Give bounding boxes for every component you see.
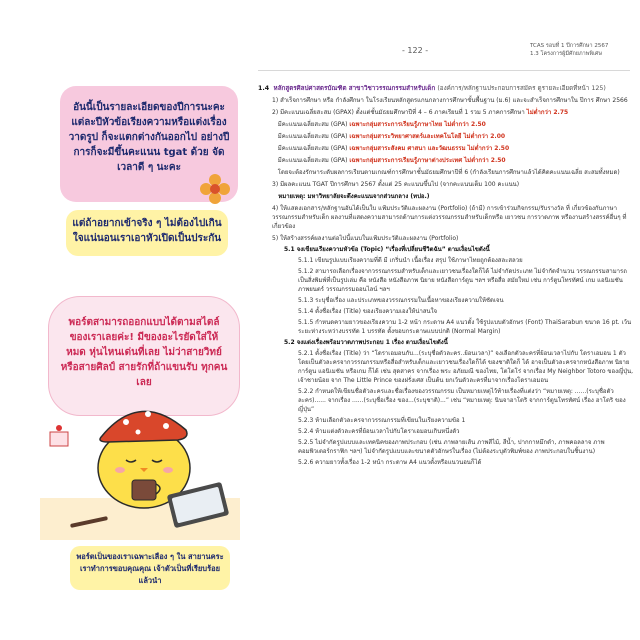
section-note: (องค์การ/หลักฐานประกอบการสมัคร ดูรายละเอียดที่หน้า 125) <box>437 85 606 92</box>
list-item: มีคะแนนเฉลี่ยสะสม (GPA) เฉพาะกลุ่มสาระการเรียนรู้ภาษาไทย ไม่ต่ำกว่า 2.50 <box>277 121 486 128</box>
list-item: 5.1.2 สามารถเลือกเรื่องจากวรรณกรรมสำหรับเด็กและเยาวชนเรื่องใดก็ได้ ไม่จำกัดประเภท ไม่จำกัดจำนวน วรรณกรรมสามารถเป็นสิ่งพิมพ์ที่เป็นรูปเล่ม คือ หนังสือ หนังสือภาพ นิยาย หนังสือการ์ตูน ฯลฯ หรือสื่อ สมัยใหม่ เช่น การ์ตูนโทรทัศน์ เกม แอนิเมชัน ภาพยนตร์ วรรณกรรมออนไลน์ ฯลฯ <box>298 268 627 293</box>
list-item: มีคะแนนเฉลี่ยสะสม (GPA) เฉพาะกลุ่มสาระการเรียนรู้ภาษาต่างประเทศ ไม่ต่ำกว่า 2.50 <box>277 157 506 164</box>
portfolio-note-card: พอร์ตสามารถออกแบบได้ตามสไตล์ ของเราเลยค่ะ! มีของอะไรยัดใส่ให้ หมด หุ่นไหนเด่นที่เลย ไม่ว่าสายวิทย์ หรือสายศิลป์ สายรักที่ถ้าแขนรับ ทุกคนเลย <box>48 296 240 416</box>
header-meta <box>530 42 630 58</box>
list-item: 5.2.1 ตั้งชื่อเรื่อง (Title) ว่า “โดราเอมอนกับ...(ระบุชื่อตัวละคร..ย้อนเวลา)” จงเลือกตัวละครที่ย้อนเวลาไปกับ โดราเอมอน 1 ตัว โดยเป็นตัวละครจากวรรณกรรมหรือสื่อสำหรับเด็กและเยาวชนเรื่องใดก็ได้ ของชาติใดก็ ได้ อาจเป็นตัวละครจากหนังสือภาพ นิยาย การ์ตูน แอนิเมชัน หรือเกม ก็ได้ เช่น สุดสาคร จากเรื่อง พระ อภัยมณี ของไทย, โตโตโร่ จากเรื่อง My Neighbor Totoro ของญี่ปุ่น, เจ้าชายน้อย จาก The Little Prince ของฝรั่งเศส เป็นต้น ยกเว้นตัวละครที่มาจากเรื่องโดราเอมอน <box>298 350 634 384</box>
list-item: 2) มีคะแนนเฉลี่ยสะสม (GPAX) ตั้งแต่ชั้นมัธยมศึกษาปีที่ 4 – 6 ภาคเรียนที่ 1 รวม 5 ภาคการศึกษา ไม่ต่ำกว่า 2.75 <box>272 109 569 116</box>
bottom-note-card: พอร์ตเป็นของเราเฉพาะเลือง ๆ ใน สายานคระ เราทำการขอบคุณคุณ เจ้าตัวเป็นที่เรียบร้อยแล้วนำ <box>70 546 230 590</box>
list-item: 5.2.4 ห้ามแต่งตัวละครที่ย้อนเวลาไปกับโดราเอมอนเกินหนึ่งตัว <box>298 428 460 435</box>
section-title: หลักสูตรศิลปศาสตรบัณฑิต สาขาวิชาวรรณกรรมสำหรับเด็ก <box>273 85 436 92</box>
list-item: 5.1.5 กำหนดความยาวของเรียงความ 1-2 หน้า กระดาษ A4 แนวตั้ง ใช้รูปแบบตัวอักษร (Font) ThaiSarabun ขนาด 16 pt. เว้นระยะห่างระหว่างบรรทัด 1 บรรทัด ตั้งขอบกระดาษแบบปกติ (Normal Margin) <box>298 319 632 335</box>
list-item: มีคะแนนเฉลี่ยสะสม (GPA) เฉพาะกลุ่มสาระสังคม ศาสนา และวัฒนธรรม ไม่ต่ำกว่า 2.50 <box>277 145 510 152</box>
flower-icon <box>200 174 230 204</box>
pink-note-card: อันนี้เป็นรายละเอียดของปีการนะคะ แต่ละปีหัวข้อเรียงความหรือแต่งเรื่อง วาดรูป ก็จะแตกต่างกันออกไป อย่างปีการก็จะมีขึ้นคะแนน tgat ด้วย จัดเวลาดี ๆ นะคะ <box>60 86 238 202</box>
document-content <box>258 84 636 467</box>
list-item: โดยจะต้องรักษาระดับผลการเรียนตามเกณฑ์การศึกษาชั้นมัธยมศึกษาปีที่ 6 (กำลังเรียนการศึกษาแล้วได้คิดคะแนนเฉลี่ย สะสมทั้งหมด) <box>277 169 620 176</box>
page-number: - 122 - <box>402 46 429 55</box>
chick-mascot-illustration <box>40 380 240 540</box>
list-item: มีคะแนนเฉลี่ยสะสม (GPA) เฉพาะกลุ่มสาระวิทยาศาสตร์และเทคโนโลยี ไม่ต่ำกว่า 2.00 <box>277 133 506 140</box>
list-item: 5.2.6 ความยาวทั้งเรื่อง 1-2 หน้า กระดาษ A4 แนวตั้งหรือแนวนอนก็ได้ <box>298 459 482 466</box>
list-item: 5.2.5 ไม่จำกัดรูปแบบและเทคนิคของภาพประกอบ (เช่น ภาพลายเส้น ภาพสีไม้, สีน้ำ, ปากกาหมึกดำ, ภาพคอลลาจ ภาพคอมพิวเตอร์กราฟิก ฯลฯ) ไม่จำกัดรูปแบบและขนาดตัวอักษรในเรื่อง (ไม่ต้องระบุตัวพิมพ์ของ ภาพประกอบในชิ้นงาน) <box>298 439 605 455</box>
list-item: 5.1.4 ตั้งชื่อเรื่อง (Title) ของเรียงความเองให้น่าสนใจ <box>298 308 438 315</box>
list-item: 5) ให้สร้างสรรค์ผลงานต่อไปนี้แนบในแฟ้มประวัติและผลงาน (Portfolio) <box>272 235 459 242</box>
list-item: 5.1.1 เขียนรูปแบบเรียงความที่ดี มี เกริ่นนำ เนื้อเรื่อง สรุป ใช้ภาษาไทยถูกต้องสละสลวย <box>298 257 523 264</box>
list-item: 1) สำเร็จการศึกษา หรือ กำลังศึกษา ในโรงเรียนหลักสูตรแกนกลางการศึกษาขั้นพื้นฐาน (ม.6) และจะสำเร็จการศึกษาใน ปีการ ศึกษา 2566 <box>272 97 628 104</box>
yellow-note-card: แต่ถ้าอยากเข้าจริง ๆ ไม่ต้องไปเกิน ใจแน่นอนเราเอาหัวเปิดเป็นประกัน <box>66 210 228 256</box>
section-heading <box>258 84 636 93</box>
section-number: 1.4 <box>258 85 270 92</box>
header-line-2: 1.3 โครงการผู้มีศักยภาพพิเศษ <box>530 51 602 57</box>
cake-icon <box>50 425 68 446</box>
part2-title: 5.2 จงแต่งเรื่องพร้อมวาดภาพประกอบ 1 เรื่อง ตามเงื่อนไขดังนี้ <box>284 339 448 346</box>
list-item: 5.1.3 ระบุชื่อเรื่อง และประเภทของวรรณกรรมในเนื้อหาของเรียงความให้ชัดเจน <box>298 297 504 304</box>
list-item: 5.2.2 กำหนดให้เขียนชื่อตัวละครและชื่อเรื่องของวรรณกรรม เป็นหมายเหตุไว้ท้ายเรื่องที่แต่งว่า “หมายเหตุ: ......(ระบุชื่อตัวละคร)...... จากเรื่อง ......(ระบุชื่อเรื่อง ของ...(ระบุชาติ)...” เช่น “หมายเหตุ: นินจาฮาโตริ จากการ์ตูนโทรทัศน์ เรื่อง ฮาโตริ ของญี่ปุ่น” <box>298 388 626 413</box>
part1-title: 5.1 จงเขียนเรียงความหัวข้อ (Topic) “เรื่องที่เปลี่ยนชีวิตฉัน” ตามเงื่อนไขดังนี้ <box>284 246 490 253</box>
list-item: 5.2.3 ห้ามเลือกตัวละครจากวรรณกรรมที่เขียนในเรียงความข้อ 1 <box>298 417 466 424</box>
list-item: 4) ให้แสดงเอกสาร/หลักฐานอันได้เป็นใบ แฟ้มประวัติและผลงาน (Portfolio) (ถ้ามี) การเข้าร่วมกิจกรรม/รับรางวัล ที่ เกี่ยวข้องกับภาษา วรรณกรรมสำหรับเด็ก ผลงานที่แสดงความสามารถด้านการแต่งวรรณกรรมสำหรับเด็กหรือ เยาวชน การวาดภาพ หรืองานสร้างสรรค์อื่นๆ ที่เกี่ยวข้อง <box>272 205 627 230</box>
list-item: 3) มีผลคะแนน TGAT ปีการศึกษา 2567 ตั้งแต่ 25 คะแนนขึ้นไป (จากคะแนนเต็ม 100 คะแนน) <box>272 181 520 188</box>
mug-icon <box>132 480 160 500</box>
list-item: หมายเหตุ: มหาวิทยาลัยจะดึงคะแนนจากส่วนกลาง (ทปอ.) <box>278 193 430 200</box>
header-divider <box>258 70 630 71</box>
header-line-1: TCAS รอบที่ 1 ปีการศึกษา 2567 <box>530 43 609 49</box>
